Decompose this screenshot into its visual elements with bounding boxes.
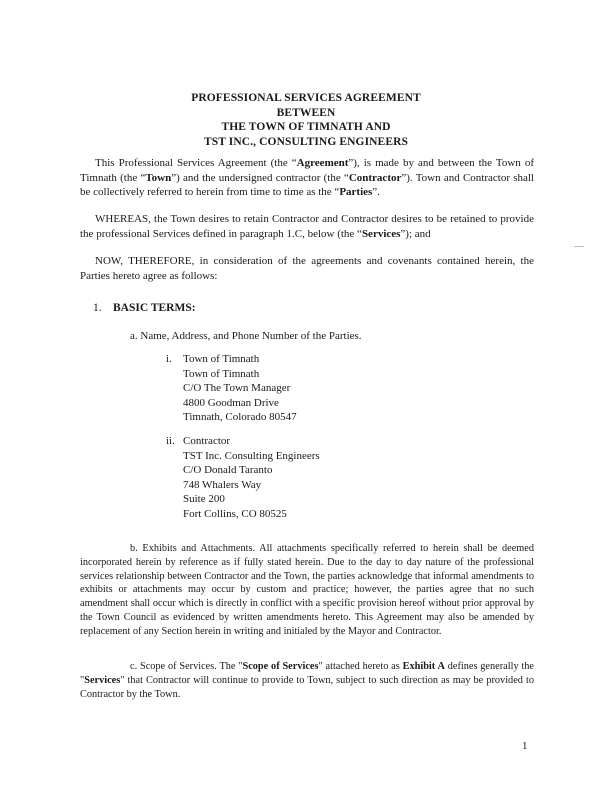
party-contractor [166, 434, 320, 521]
party-contractor-line: C/O Donald Taranto [183, 464, 273, 476]
title-line-3: THE TOWN OF TIMNATH AND [221, 121, 391, 133]
intro-bold-parties: Parties [339, 186, 373, 199]
intro-text-2: ”), is made by and between the Town of Timnath (the “ [80, 157, 535, 184]
party-town-numeral: i. [166, 353, 172, 365]
subitem-c-bold-services: Services [84, 674, 121, 686]
whereas-bold-services: Services [361, 227, 401, 240]
party-town-line: Town of Timnath [183, 353, 260, 365]
subitem-c-paragraph [80, 660, 534, 701]
subitem-b-paragraph: b. Exhibits and Attachments. All attachments specifically referred to herein shall be deemed incorporated herein by reference as if fully stated herein. Due to the day to day nature of the professional services relationship between Contractor and the Town, the parties acknowledge that informal amendments to exhibits or attachments may occur by custom and practice; however, the parties agree that no such amendment shall occur which is directly in conflict with a specific provision hereof without prior approval by the Town Council as evidenced by written amendments hereto. This Agreement may also be amended by replacement of any Section herein in writing and initialed by the Mayor and Contractor. [80, 543, 534, 637]
agreement-title [0, 91, 612, 149]
now-therefore-paragraph: NOW, THEREFORE, in consideration of the agreements and covenants contained herein, the Parties hereto agree as follows: [80, 255, 534, 282]
party-town-line: 4800 Goodman Drive [183, 396, 279, 409]
margin-mark [574, 246, 584, 247]
intro-bold-town: Town [145, 171, 172, 184]
intro-text-3: ”) and the undersigned contractor (the “ [171, 171, 349, 184]
subitem-c-text-2: " attached hereto as [318, 661, 403, 672]
party-contractor-line: TST Inc. Consulting Engineers [183, 449, 320, 462]
subitem-c-text-3: defines generally the " [80, 661, 534, 686]
subitem-a: a. Name, Address, and Phone Number of the Parties. [130, 330, 362, 342]
party-contractor-line: 748 Whalers Way [183, 478, 262, 491]
section-number: 1. [93, 302, 102, 314]
title-line-2: BETWEEN [276, 106, 336, 119]
subitem-c-bold-scope: Scope of Services [242, 661, 319, 672]
section-1-heading [93, 302, 196, 314]
party-town-line: Town of Timnath [183, 367, 260, 380]
party-town-line: Timnath, Colorado 80547 [183, 411, 297, 423]
whereas-paragraph [80, 212, 534, 241]
intro-text-4: ”). Town and Contractor shall be collectively referred to herein from time to time as the “ [80, 171, 534, 199]
whereas-text-1: WHEREAS, the Town desires to retain Contractor and Contractor desires to be retained to provide the professional Services defined in paragraph 1.C, below (the “ [80, 213, 534, 240]
subitem-c-text-1: c. Scope of Services. The " [130, 661, 243, 672]
intro-paragraph [80, 156, 534, 200]
party-contractor-line: Contractor [183, 435, 231, 447]
subitem-c-bold-exhibit: Exhibit A [402, 661, 445, 672]
party-contractor-line: Fort Collins, CO 80525 [183, 507, 287, 520]
intro-text-1: This Professional Services Agreement (the “ [95, 157, 297, 169]
whereas-text-2: ”); and [400, 227, 431, 240]
party-contractor-numeral: ii. [166, 435, 175, 447]
intro-bold-agreement: Agreement [296, 157, 349, 169]
intro-bold-contractor: Contractor [348, 171, 402, 184]
party-town [166, 352, 297, 425]
party-town-line: C/O The Town Manager [183, 382, 291, 394]
section-title: BASIC TERMS: [113, 302, 196, 314]
subitem-c-text-4: " that Contractor will continue to provide to Town, subject to such direction as may be provided to Contractor by the Town. [80, 674, 534, 700]
title-line-4: TST INC., CONSULTING ENGINEERS [204, 135, 408, 148]
page-number: 1 [522, 740, 528, 752]
party-contractor-line: Suite 200 [183, 493, 225, 505]
title-line-1: PROFESSIONAL SERVICES AGREEMENT [191, 92, 421, 104]
intro-text-5: ”. [372, 186, 380, 199]
